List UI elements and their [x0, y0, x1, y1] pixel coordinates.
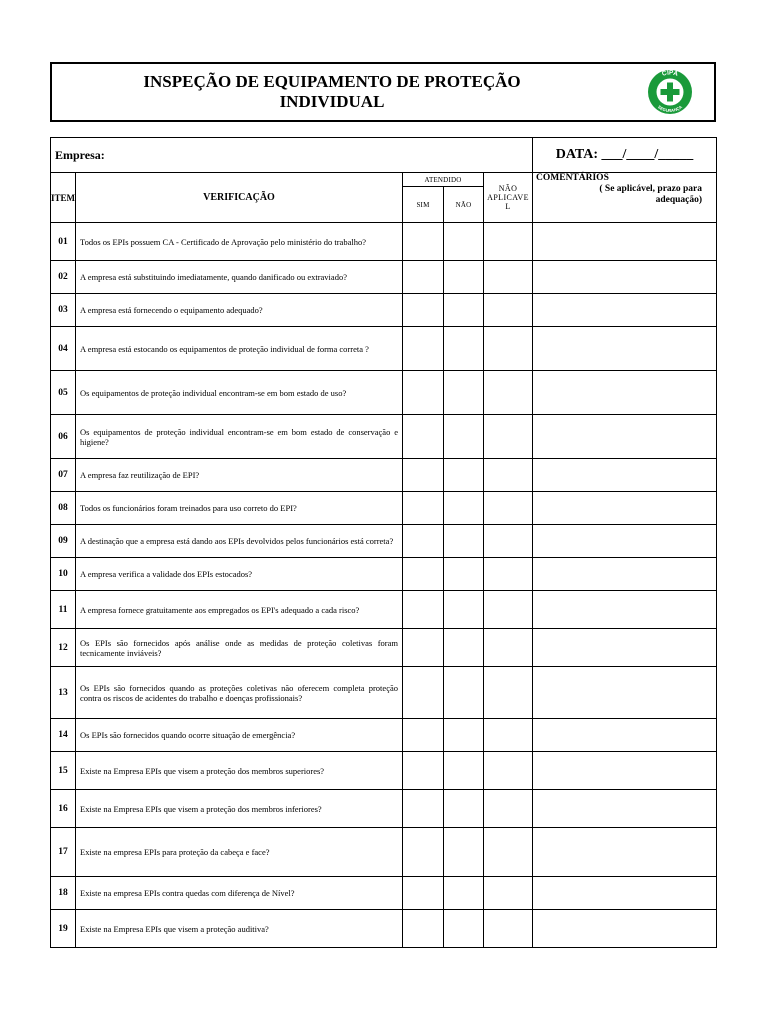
nao-aplicavel-cell[interactable] [484, 525, 533, 558]
verification-question: Existe na Empresa EPIs que visem a proteção auditiva? [76, 910, 403, 948]
table-row [51, 591, 717, 629]
nao-cell[interactable] [444, 261, 484, 294]
nao-cell[interactable] [444, 719, 484, 752]
comment-cell[interactable] [533, 790, 717, 828]
item-number: 10 [51, 558, 76, 591]
verification-question: Os EPIs são fornecidos quando ocorre situação de emergência? [76, 719, 403, 752]
verification-question: Os EPIs são fornecidos após análise onde as medidas de proteção coletivas foram tecnicamente inviáveis? [76, 629, 403, 667]
nao-cell[interactable] [444, 877, 484, 910]
item-number: 14 [51, 719, 76, 752]
nao-aplicavel-cell[interactable] [484, 371, 533, 415]
comment-cell[interactable] [533, 910, 717, 948]
table-row [51, 790, 717, 828]
table-row [51, 223, 717, 261]
verification-question: A empresa está estocando os equipamentos de proteção individual de forma correta ? [76, 327, 403, 371]
header-row [51, 173, 717, 187]
nao-aplicavel-cell[interactable] [484, 629, 533, 667]
comment-cell[interactable] [533, 525, 717, 558]
comentarios-title: COMENTÁRIOS [536, 173, 609, 183]
verification-question: A empresa fornece gratuitamente aos empregados os EPI's adequado a cada risco? [76, 591, 403, 629]
nao-cell[interactable] [444, 558, 484, 591]
table-row [51, 371, 717, 415]
nao-aplicavel-cell[interactable] [484, 261, 533, 294]
nao-aplicavel-line-3: L [505, 202, 511, 211]
table-row [51, 459, 717, 492]
nao-cell[interactable] [444, 591, 484, 629]
verification-question: A empresa está fornecendo o equipamento adequado? [76, 294, 403, 327]
item-number: 06 [51, 415, 76, 459]
empresa-field[interactable] [51, 138, 533, 173]
nao-aplicavel-cell[interactable] [484, 591, 533, 629]
nao-cell[interactable] [444, 415, 484, 459]
logo-cross-horizontal [661, 89, 680, 95]
comment-cell[interactable] [533, 877, 717, 910]
sim-cell[interactable] [403, 525, 444, 558]
table-row [51, 910, 717, 948]
sim-cell[interactable] [403, 261, 444, 294]
sim-cell[interactable] [403, 667, 444, 719]
sim-cell[interactable] [403, 371, 444, 415]
nao-cell[interactable] [444, 492, 484, 525]
nao-cell[interactable] [444, 327, 484, 371]
verification-question: Existe na Empresa EPIs que visem a proteção dos membros superiores? [76, 752, 403, 790]
nao-aplicavel-line-1: NÃO [498, 184, 518, 193]
nao-cell[interactable] [444, 667, 484, 719]
nao-cell[interactable] [444, 371, 484, 415]
table-row [51, 667, 717, 719]
company-date-row [51, 138, 717, 173]
item-number: 12 [51, 629, 76, 667]
nao-cell[interactable] [444, 752, 484, 790]
col-header-sim: SIM [403, 187, 444, 223]
nao-cell[interactable] [444, 629, 484, 667]
title-line-2: INDIVIDUAL [279, 92, 385, 111]
table-row [51, 415, 717, 459]
nao-cell[interactable] [444, 525, 484, 558]
item-number: 13 [51, 667, 76, 719]
nao-aplicavel-cell[interactable] [484, 294, 533, 327]
verification-question: Existe na empresa EPIs para proteção da cabeça e face? [76, 828, 403, 877]
sim-cell[interactable] [403, 752, 444, 790]
date-field[interactable] [533, 138, 717, 173]
nao-aplicavel-cell[interactable] [484, 719, 533, 752]
item-number: 17 [51, 828, 76, 877]
item-number: 07 [51, 459, 76, 492]
comment-cell[interactable] [533, 591, 717, 629]
form-header [50, 62, 716, 122]
comentarios-sub-1: ( Se aplicável, prazo para [599, 184, 703, 194]
date-label: DATA: ___/____/_____ [555, 147, 694, 162]
item-number: 09 [51, 525, 76, 558]
table-row [51, 558, 717, 591]
comment-cell[interactable] [533, 492, 717, 525]
table-row [51, 629, 717, 667]
item-number: 11 [51, 591, 76, 629]
item-number: 04 [51, 327, 76, 371]
sim-cell[interactable] [403, 327, 444, 371]
sim-cell[interactable] [403, 415, 444, 459]
nao-aplicavel-cell[interactable] [484, 790, 533, 828]
table-row [51, 719, 717, 752]
empresa-label: Empresa: [55, 147, 105, 162]
comment-cell[interactable] [533, 629, 717, 667]
verification-question: A empresa verifica a validade dos EPIs estocados? [76, 558, 403, 591]
verification-question: Existe na empresa EPIs contra quedas com diferença de Nível? [76, 877, 403, 910]
comment-cell[interactable] [533, 371, 717, 415]
cipa-logo [640, 69, 700, 115]
col-header-atendido: ATENDIDO [403, 173, 484, 187]
table-row [51, 752, 717, 790]
inspection-table [50, 137, 717, 948]
col-header-verificacao: VERIFICAÇÃO [76, 173, 403, 223]
nao-aplicavel-cell[interactable] [484, 415, 533, 459]
sim-cell[interactable] [403, 223, 444, 261]
table-row [51, 261, 717, 294]
verification-question: Os equipamentos de proteção individual encontram-se em bom estado de conservação e higiene? [76, 415, 403, 459]
page-title [52, 72, 612, 112]
verification-question: Os EPIs são fornecidos quando as proteções coletivas não oferecem completa proteção contra os riscos de acidentes do trabalho e doenças profissionais? [76, 667, 403, 719]
table-row [51, 828, 717, 877]
sim-cell[interactable] [403, 877, 444, 910]
nao-aplicavel-cell[interactable] [484, 492, 533, 525]
comment-cell[interactable] [533, 558, 717, 591]
item-number: 01 [51, 223, 76, 261]
table-row [51, 492, 717, 525]
comentarios-sub-2: adequação) [655, 195, 703, 205]
sim-cell[interactable] [403, 719, 444, 752]
sim-cell[interactable] [403, 492, 444, 525]
item-number: 19 [51, 910, 76, 948]
verification-question: Existe na Empresa EPIs que visem a proteção dos membros inferiores? [76, 790, 403, 828]
comment-cell[interactable] [533, 415, 717, 459]
table-row [51, 294, 717, 327]
table-row [51, 877, 717, 910]
comment-cell[interactable] [533, 719, 717, 752]
nao-cell[interactable] [444, 828, 484, 877]
nao-cell[interactable] [444, 223, 484, 261]
item-number: 03 [51, 294, 76, 327]
comment-cell[interactable] [533, 752, 717, 790]
table-row [51, 327, 717, 371]
item-number: 02 [51, 261, 76, 294]
nao-aplicavel-cell[interactable] [484, 752, 533, 790]
table-row [51, 525, 717, 558]
nao-aplicavel-cell[interactable] [484, 828, 533, 877]
sim-cell[interactable] [403, 828, 444, 877]
nao-cell[interactable] [444, 790, 484, 828]
nao-cell[interactable] [444, 910, 484, 948]
verification-question: Todos os funcionários foram treinados para uso correto do EPI? [76, 492, 403, 525]
col-header-item: ITEM [51, 173, 76, 223]
verification-question: A destinação que a empresa está dando aos EPIs devolvidos pelos funcionários está correta? [76, 525, 403, 558]
logo-top-text: CIPA [661, 69, 679, 78]
logo-bottom-text: SEGURANÇA [656, 104, 684, 114]
comment-cell[interactable] [533, 459, 717, 492]
col-header-nao-aplicavel [484, 173, 533, 223]
nao-aplicavel-cell[interactable] [484, 223, 533, 261]
comment-cell[interactable] [533, 327, 717, 371]
sim-cell[interactable] [403, 629, 444, 667]
sim-cell[interactable] [403, 294, 444, 327]
nao-aplicavel-cell[interactable] [484, 327, 533, 371]
nao-aplicavel-cell[interactable] [484, 667, 533, 719]
comment-cell[interactable] [533, 294, 717, 327]
nao-cell[interactable] [444, 459, 484, 492]
verification-question: Os equipamentos de proteção individual encontram-se em bom estado de uso? [76, 371, 403, 415]
checklist-rows [51, 223, 717, 948]
sim-cell[interactable] [403, 591, 444, 629]
comment-cell[interactable] [533, 261, 717, 294]
verification-question: Todos os EPIs possuem CA - Certificado de Aprovação pelo ministério do trabalho? [76, 223, 403, 261]
item-number: 16 [51, 790, 76, 828]
comment-cell[interactable] [533, 828, 717, 877]
item-number: 18 [51, 877, 76, 910]
comment-cell[interactable] [533, 667, 717, 719]
sim-cell[interactable] [403, 459, 444, 492]
nao-aplicavel-cell[interactable] [484, 459, 533, 492]
sim-cell[interactable] [403, 558, 444, 591]
title-line-1: INSPEÇÃO DE EQUIPAMENTO DE PROTEÇÃO [143, 72, 521, 91]
verification-question: A empresa faz reutilização de EPI? [76, 459, 403, 492]
sim-cell[interactable] [403, 910, 444, 948]
item-number: 15 [51, 752, 76, 790]
sim-cell[interactable] [403, 790, 444, 828]
comment-cell[interactable] [533, 223, 717, 261]
col-header-comentarios [533, 173, 717, 223]
item-number: 05 [51, 371, 76, 415]
nao-cell[interactable] [444, 294, 484, 327]
item-number: 08 [51, 492, 76, 525]
nao-aplicavel-cell[interactable] [484, 910, 533, 948]
nao-aplicavel-cell[interactable] [484, 558, 533, 591]
nao-aplicavel-cell[interactable] [484, 877, 533, 910]
verification-question: A empresa está substituindo imediatamente, quando danificado ou extraviado? [76, 261, 403, 294]
col-header-nao: NÃO [444, 187, 484, 223]
nao-aplicavel-line-2: APLICAVE [487, 193, 529, 202]
